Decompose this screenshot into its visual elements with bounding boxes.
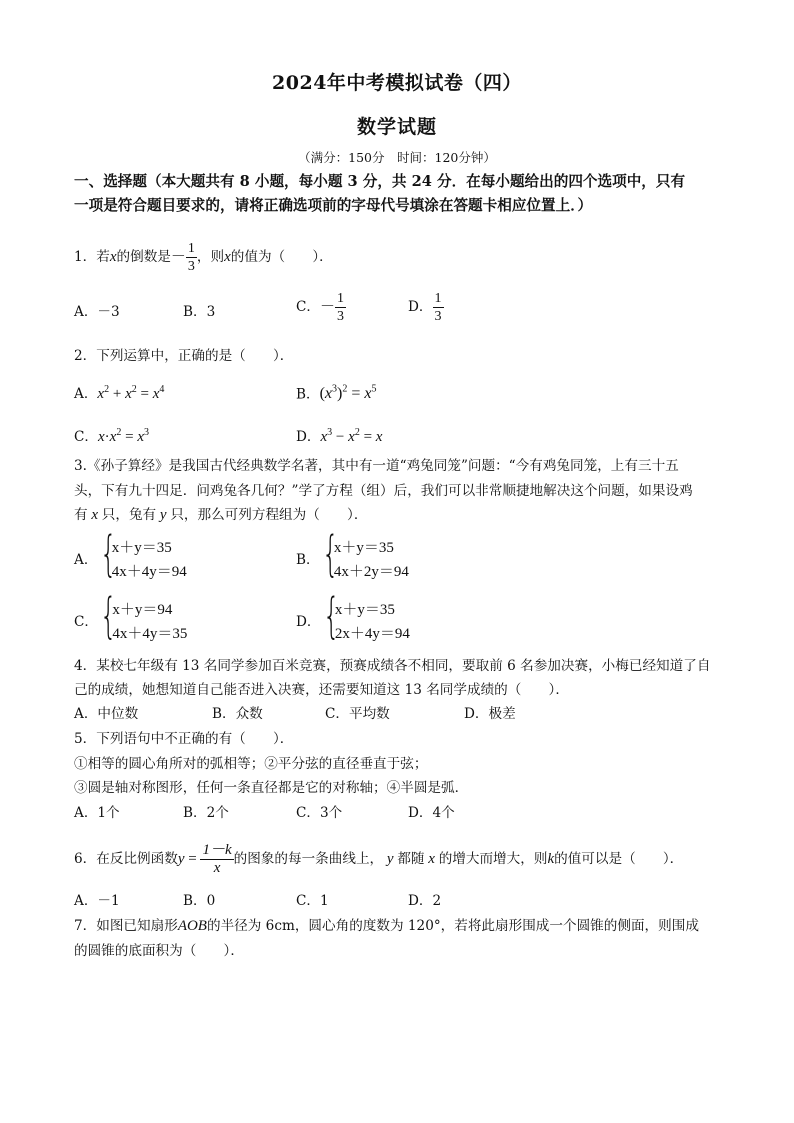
question-6-stem: 6．在反比例函数y = $\frac{1-k}{x}$ 的图象的每一条曲线上， y 都随 x 的增大而增大，则k的值可以是（ ）．: [74, 842, 684, 876]
question-7-line-1: 7．如图已知扇形AOB的半径为 6cm，圆心角的度数为 120°，若将此扇形围成一个圆锥的侧面，则围成: [74, 918, 699, 934]
exam-title: 2024年中考模拟试卷（四）: [272, 72, 522, 94]
q2-option-c: C．$x\cdot x^2 = x^3$: [74, 427, 149, 445]
q6-option-c: C．1: [296, 893, 329, 909]
section-line-1: 一、选择题（本大题共有 8 小题，每小题 3 分，共 24 分．在每小题给出的四个选项中，只有: [74, 173, 686, 190]
q3-option-d: D． { x＋y＝35 2x＋4y＝94: [296, 588, 410, 644]
subject-title: 数学试题: [356, 116, 437, 138]
fraction: $\frac{1}{3}$: [187, 241, 195, 274]
question-5-line-1: ①相等的圆心角所对的弧相等；②平分弦的直径垂直于弦；: [74, 756, 428, 772]
section-line-2: 一项是符合题目要求的，请将正确选项前的字母代号填涂在答题卡相应位置上．）: [74, 197, 593, 214]
q5-option-d: D．4个: [408, 805, 455, 821]
question-4-line-1: 4．某校七年级有 13 名同学参加百米竞赛，预赛成绩各不相同，要取前 6 名参加决赛，小梅已经知道了自: [74, 658, 711, 674]
question-3-line-3: 有 x 只，兔有 y 只，那么可列方程组为（ ）．: [74, 507, 368, 523]
q1-option-b: B．3: [183, 304, 216, 320]
exam-info: （满分：150分 时间：120分钟）: [298, 150, 496, 165]
question-5-line-2: ③圆是轴对称图形，任何一条直径都是它的对称轴；④半圆是弧．: [74, 780, 469, 796]
q3-option-b: B． { x＋y＝35 4x＋2y＝94: [296, 526, 409, 582]
q3-option-a: A． { x＋y＝35 4x＋4y＝94: [74, 526, 187, 582]
question-7-line-2: 的圆锥的底面积为（ ）．: [74, 943, 244, 959]
q2-option-a: A．$x^2 + x^2 = x^4$: [74, 384, 165, 402]
q6-option-b: B．0: [183, 893, 216, 909]
q4-option-d: D．极差: [464, 706, 516, 722]
q1-option-a: A．－3: [74, 304, 120, 320]
q5-option-a: A．1个: [74, 805, 120, 821]
question-5-stem: 5．下列语句中不正确的有（ ）．: [74, 731, 294, 747]
question-4-line-2: 己的成绩，她想知道自己能否进入决赛，还需要知道这 13 名同学成绩的（ ）．: [74, 682, 569, 698]
section-heading: [74, 170, 724, 218]
q5-option-c: C．3个: [296, 805, 343, 821]
q6-option-d: D．2: [408, 893, 442, 909]
question-3-line-1: 3.《孙子算经》是我国古代经典数学名著，其中有一道“鸡兔同笼”问题：“今有鸡兔同笼，上有三十五: [74, 458, 679, 474]
question-3-line-2: 头，下有九十四足．问鸡兔各几何？”学了方程（组）后，我们可以非常顺捷地解决这个问题，如果设鸡: [74, 483, 693, 499]
q4-option-c: C．平均数: [325, 706, 390, 722]
q4-option-a: A．中位数: [74, 706, 139, 722]
q3-option-c: C． { x＋y＝94 4x＋4y＝35: [74, 588, 188, 644]
question-2-stem: 2．下列运算中，正确的是（ ）．: [74, 348, 294, 364]
q5-option-b: B．2个: [183, 805, 229, 821]
q2-option-b: B．$(x^3)^2 = x^5$: [296, 384, 377, 403]
q1-option-c: C．－ $\frac{1}{3}$: [296, 291, 345, 324]
q1-option-d: D． $\frac{1}{3}$: [408, 291, 442, 324]
question-1-stem: 1．若x的倒数是－ $\frac{1}{3}$ ，则x的值为（ ）．: [74, 241, 333, 274]
q4-option-b: B．众数: [212, 706, 263, 722]
q6-option-a: A．－1: [74, 893, 120, 909]
q2-option-d: D．$x^3 - x^2 = x$: [296, 427, 383, 445]
